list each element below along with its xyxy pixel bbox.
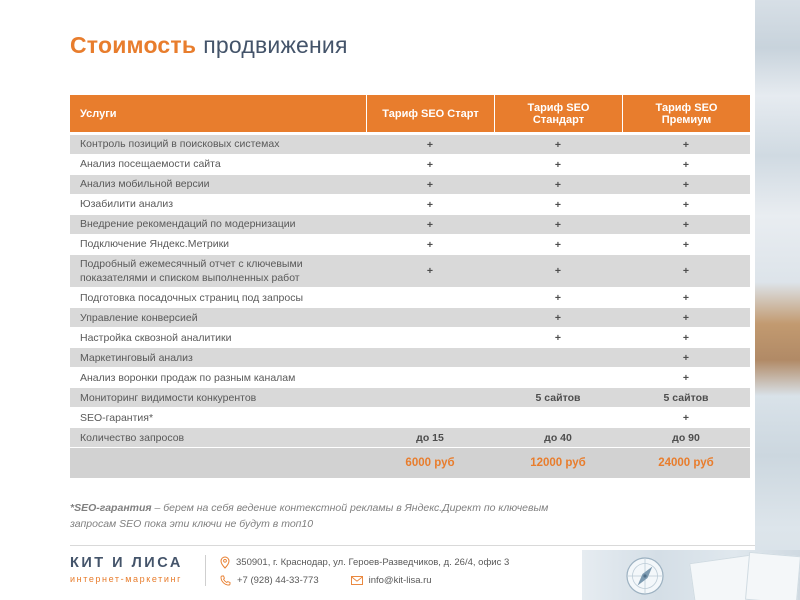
- table-header-row: [70, 95, 750, 132]
- service-cell: Подготовка посадочных страниц под запросы: [80, 291, 304, 304]
- service-cell: Подробный ежемесячный отчет с ключевыми показателями и списком выполненных работ: [80, 258, 303, 285]
- value-cell: до 40: [544, 431, 572, 444]
- value-cell: 5 сайтов: [663, 391, 709, 404]
- value-cell: +: [682, 411, 690, 424]
- email-text: info@kit-lisa.ru: [368, 575, 432, 586]
- value-cell: +: [682, 311, 690, 324]
- title-accent: Стоимость: [70, 32, 197, 58]
- value-cell: +: [554, 331, 562, 344]
- price-cell-premium: 24000 руб: [658, 457, 714, 470]
- table-body: [70, 135, 750, 448]
- service-cell: Внедрение рекомендаций по модернизации: [80, 218, 296, 231]
- service-cell: Маркетинговый анализ: [80, 351, 193, 364]
- table-row: [70, 308, 750, 328]
- service-cell: Мониторинг видимости конкурентов: [80, 391, 257, 404]
- table-row: [70, 175, 750, 195]
- service-cell: Контроль позиций в поисковых системах: [80, 138, 280, 151]
- title-rest: продвижения: [203, 32, 348, 58]
- value-cell: +: [682, 158, 690, 171]
- address-line: [220, 556, 509, 569]
- service-cell: Анализ мобильной версии: [80, 178, 210, 191]
- value-cell: +: [682, 138, 690, 151]
- brand-logo: КИТ И ЛИСА: [70, 555, 183, 571]
- pricing-table: [70, 95, 750, 478]
- value-cell: +: [426, 218, 434, 231]
- phone-text: +7 (928) 44-33-773: [237, 575, 319, 586]
- contacts: [220, 555, 509, 586]
- envelope-icon: [351, 576, 363, 585]
- value-cell: +: [554, 198, 562, 211]
- value-cell: +: [682, 331, 690, 344]
- value-cell: 5 сайтов: [535, 391, 581, 404]
- value-cell: +: [554, 218, 562, 231]
- service-cell: [70, 461, 366, 465]
- value-cell: +: [682, 265, 690, 278]
- value-cell: до 15: [416, 431, 444, 444]
- page-title: [70, 32, 348, 59]
- table-header-services: Услуги: [80, 107, 117, 120]
- value-cell: +: [426, 158, 434, 171]
- table-row: [70, 155, 750, 175]
- value-cell: +: [554, 311, 562, 324]
- table-row: [70, 215, 750, 235]
- value-cell: +: [426, 138, 434, 151]
- value-cell: +: [682, 291, 690, 304]
- value-cell: +: [682, 178, 690, 191]
- value-cell: +: [682, 198, 690, 211]
- table-header-tariff-standard: Тариф SEO Стандарт: [494, 95, 622, 132]
- value-cell: +: [426, 198, 434, 211]
- table-row: [70, 328, 750, 348]
- value-cell: +: [554, 238, 562, 251]
- table-row: [70, 195, 750, 215]
- location-pin-icon: [220, 556, 230, 569]
- footnote: [70, 500, 550, 533]
- value-cell: +: [682, 238, 690, 251]
- brand-block: [70, 555, 195, 584]
- table-row: [70, 235, 750, 255]
- table-header-tariff-start: Тариф SEO Старт: [366, 95, 494, 132]
- value-cell: +: [426, 265, 434, 278]
- value-cell: +: [426, 238, 434, 251]
- address-text: 350901, г. Краснодар, ул. Героев-Разведчиков, д. 26/4, офис 3: [236, 557, 510, 568]
- table-row: [70, 255, 750, 288]
- brand-tagline: интернет-маркетинг: [70, 574, 182, 584]
- service-cell: Подключение Яндекс.Метрики: [80, 238, 230, 251]
- price-cell-standard: 12000 руб: [530, 457, 586, 470]
- footnote-text: – берем на себя ведение контекстной рекламы в Яндекс.Директ по ключевым запросам SEO пока эти ключи не будут в топ10: [70, 502, 549, 531]
- table-row: [70, 135, 750, 155]
- value-cell: +: [426, 178, 434, 191]
- value-cell: +: [682, 371, 690, 384]
- table-row: [70, 428, 750, 448]
- footer: [70, 545, 755, 586]
- table-row: [70, 368, 750, 388]
- service-cell: Анализ посещаемости сайта: [80, 158, 221, 171]
- value-cell: +: [554, 265, 562, 278]
- price-row: [70, 448, 750, 478]
- background-photo-strip: [755, 0, 800, 600]
- value-cell: +: [554, 158, 562, 171]
- price-cell-start: 6000 руб: [405, 457, 455, 470]
- table-header-tariff-premium: Тариф SEO Премиум: [622, 95, 750, 132]
- table-row: [70, 288, 750, 308]
- value-cell: +: [682, 351, 690, 364]
- service-cell: Анализ воронки продаж по разным каналам: [80, 371, 296, 384]
- phone-email-line: [220, 575, 509, 586]
- value-cell: +: [682, 218, 690, 231]
- value-cell: +: [554, 291, 562, 304]
- value-cell: +: [554, 178, 562, 191]
- phone-icon: [220, 575, 231, 586]
- service-cell: Настройка сквозной аналитики: [80, 331, 232, 344]
- service-cell: SEO-гарантия*: [80, 411, 154, 424]
- phone-pair: [220, 575, 319, 586]
- footnote-term: *SEO-гарантия: [70, 502, 152, 514]
- email-pair: [351, 575, 432, 586]
- service-cell: Юзабилити анализ: [80, 198, 174, 211]
- service-cell: Управление конверсией: [80, 311, 198, 324]
- value-cell: до 90: [672, 431, 700, 444]
- table-row: [70, 408, 750, 428]
- table-row: [70, 348, 750, 368]
- footer-divider: [205, 555, 206, 586]
- service-cell: Количество запросов: [80, 431, 185, 444]
- table-row: [70, 388, 750, 408]
- value-cell: +: [554, 138, 562, 151]
